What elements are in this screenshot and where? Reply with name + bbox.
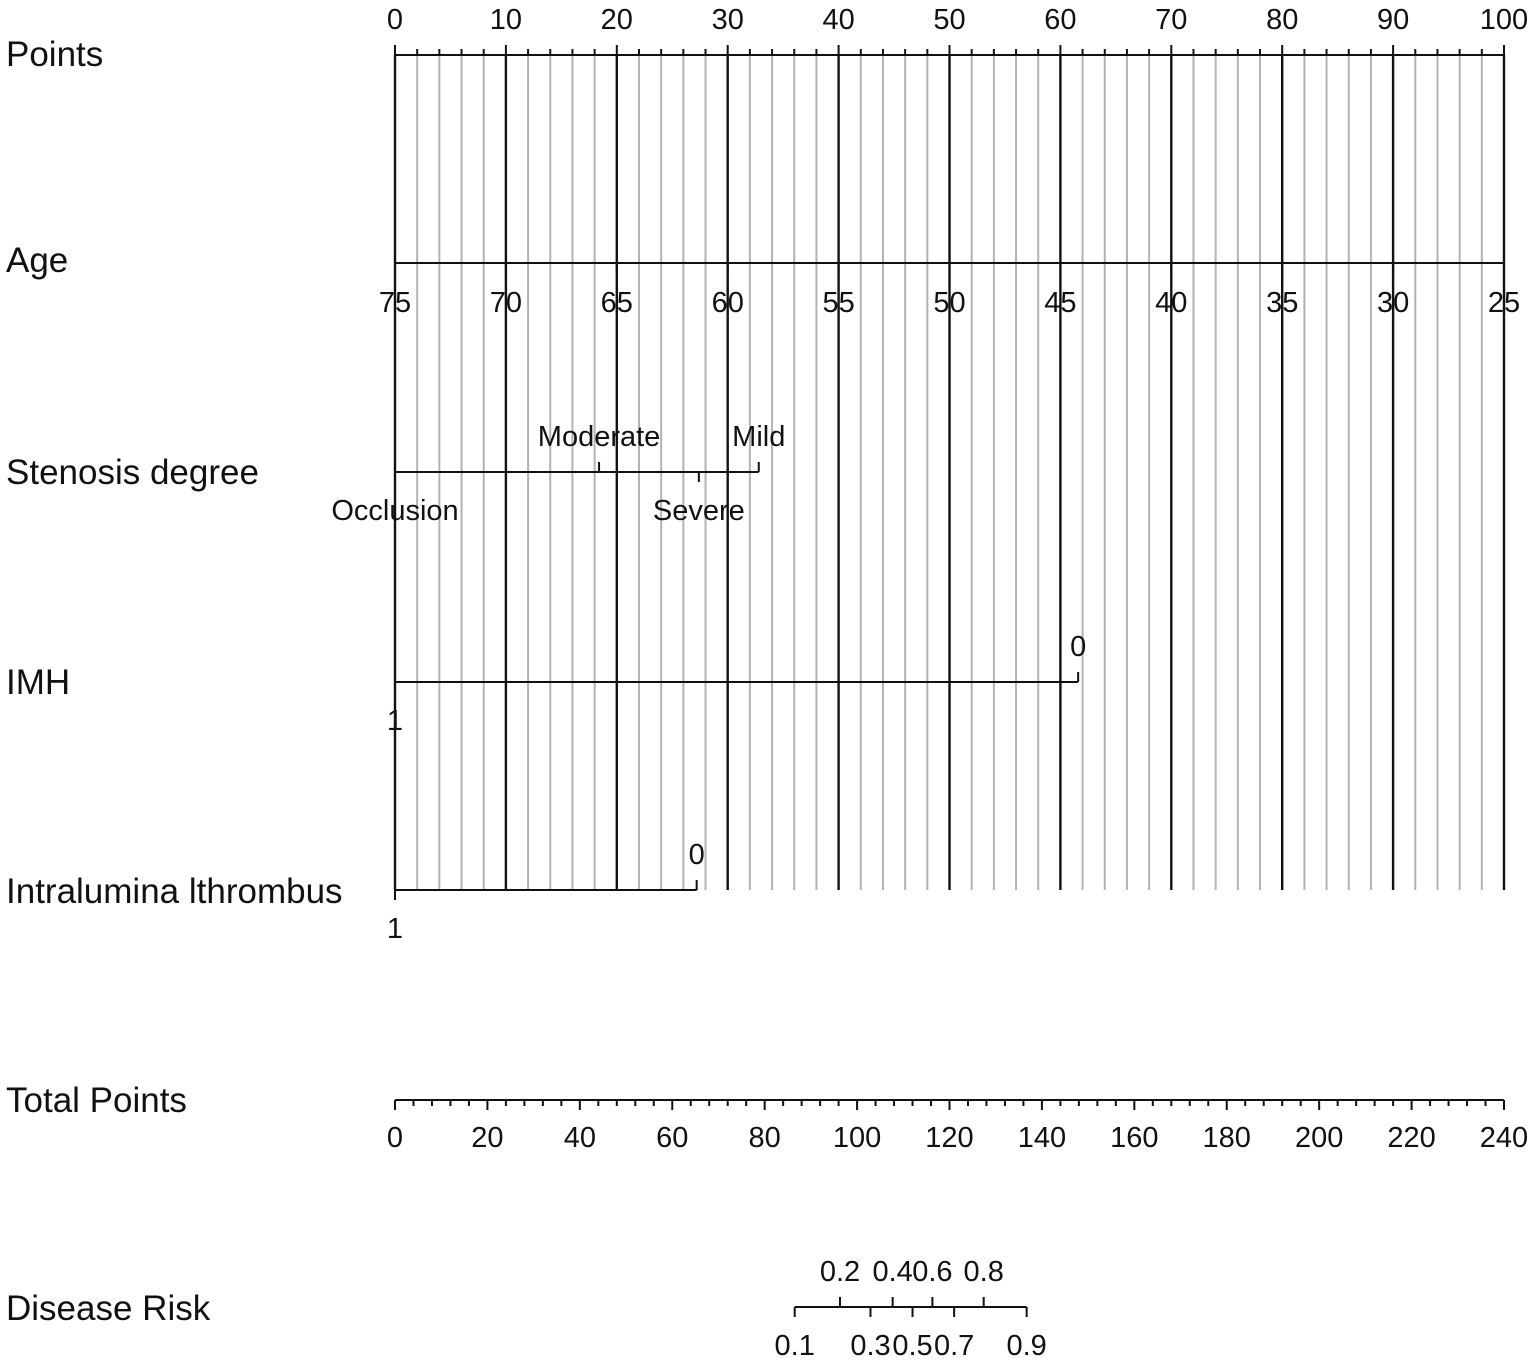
age-tick-label: 50 <box>933 287 966 319</box>
disease-risk-tick-label: 0.9 <box>1006 1330 1047 1362</box>
points-tick-label: 60 <box>1044 4 1077 36</box>
total-points-tick-label: 60 <box>656 1122 689 1154</box>
total-points-tick-label: 220 <box>1387 1122 1436 1154</box>
total-points-row-label: Total Points <box>6 1081 187 1120</box>
total-points-tick-label: 240 <box>1479 1122 1529 1154</box>
points-tick-label: 50 <box>933 4 966 36</box>
points-tick-label: 30 <box>711 4 744 36</box>
stenosis-level-label: Occlusion <box>331 495 459 527</box>
points-tick-label: 10 <box>489 4 523 36</box>
total-points-tick-label: 200 <box>1294 1122 1344 1154</box>
disease-risk-row-label: Disease Risk <box>6 1289 211 1328</box>
disease-risk-tick-label: 0.6 <box>912 1256 953 1288</box>
disease-risk-tick-label: 0.8 <box>963 1256 1004 1288</box>
disease-risk-tick-label: 0.4 <box>872 1256 913 1288</box>
thrombus-level-label: 0 <box>688 839 705 871</box>
age-tick-label: 60 <box>711 287 744 319</box>
total-points-tick-label: 20 <box>471 1122 504 1154</box>
disease-risk-tick-label: 0.7 <box>933 1330 975 1362</box>
age-tick-label: 55 <box>822 287 855 319</box>
points-tick-label: 40 <box>822 4 855 36</box>
imh-level-label: 0 <box>1070 631 1087 663</box>
total-points-tick-label: 0 <box>386 1122 404 1154</box>
total-points-tick-label: 40 <box>563 1122 596 1154</box>
total-points-tick-label: 160 <box>1110 1122 1159 1154</box>
disease-risk-tick-label: 0.5 <box>892 1330 933 1362</box>
row-labels <box>6 35 343 1328</box>
total-points-tick-label: 140 <box>1017 1122 1067 1154</box>
total-points-tick-label: 120 <box>925 1122 974 1154</box>
imh-level-label: 1 <box>386 705 404 737</box>
points-tick-label: 100 <box>1479 4 1529 36</box>
age-tick-label: 45 <box>1044 287 1077 319</box>
total-points-tick-label: 80 <box>748 1122 781 1154</box>
imh-row-label: IMH <box>6 663 71 702</box>
points-tick-label: 20 <box>600 4 633 36</box>
points-row-label: Points <box>6 35 104 74</box>
points-tick-label: 80 <box>1266 4 1299 36</box>
age-tick-label: 70 <box>489 287 523 319</box>
disease-risk-tick-label: 0.1 <box>774 1330 815 1362</box>
thrombus-level-label: 1 <box>386 913 404 945</box>
total-points-tick-label: 180 <box>1202 1122 1251 1154</box>
age-tick-label: 30 <box>1376 287 1410 319</box>
points-tick-label: 0 <box>386 4 404 36</box>
age-tick-label: 35 <box>1266 287 1299 319</box>
age-tick-label: 40 <box>1155 287 1188 319</box>
points-tick-label: 70 <box>1155 4 1188 36</box>
age-tick-label: 65 <box>600 287 633 319</box>
stenosis-row-label: Stenosis degree <box>6 453 259 492</box>
points-tick-label: 90 <box>1376 4 1410 36</box>
age-row-label: Age <box>6 241 69 280</box>
total-points-tick-label: 100 <box>832 1122 882 1154</box>
stenosis-level-label: Mild <box>732 421 786 453</box>
stenosis-level-label: Severe <box>652 495 745 527</box>
disease-risk-tick-label: 0.3 <box>850 1330 891 1362</box>
stenosis-level-label: Moderate <box>537 421 661 453</box>
age-tick-label: 75 <box>378 287 412 319</box>
thrombus-row-label: Intralumina lthrombus <box>6 872 343 911</box>
disease-risk-tick-label: 0.2 <box>819 1256 861 1288</box>
age-tick-label: 25 <box>1487 287 1521 319</box>
